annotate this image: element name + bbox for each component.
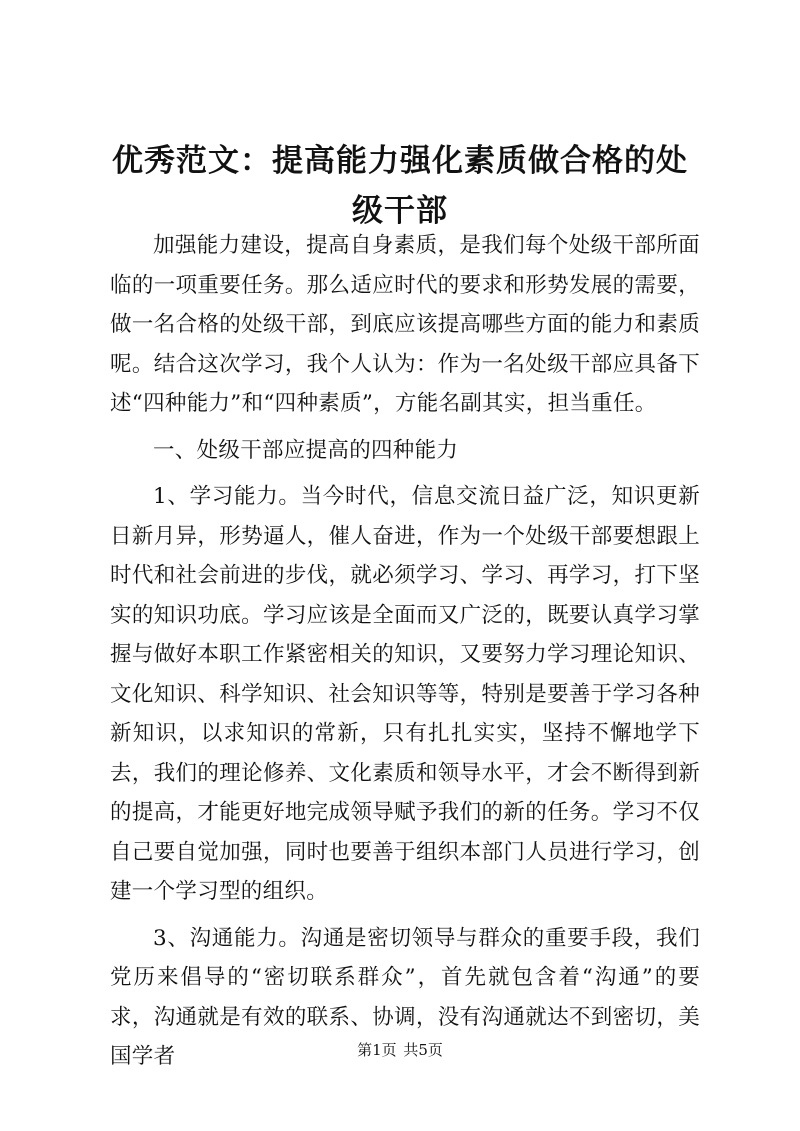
paragraph-communication-ability: 3、沟通能力。沟通是密切领导与群众的重要手段，我们党历来倡导的“密切联系群众”，首先就包含着“沟通”的要求，沟通就是有效的联系、协调，没有沟通就达不到密切，美国学者 bbox=[110, 925, 700, 1069]
paragraph-intro: 加强能力建设，提高自身素质，是我们每个处级干部所面临的一项重要任务。那么适应时代的要求和形势发展的需要，做一名合格的处级干部，到底应该提高哪些方面的能力和素质呢。结合这次学习，我个人认为：作为一名处级干部应具备下述“四种能力”和“四种素质”，方能名副其实，担当重任。 bbox=[110, 233, 700, 416]
paragraph-learning-ability: 1、学习能力。当今时代，信息交流日益广泛，知识更新日新月异，形势逼人，催人奋进，作为一个处级干部要想跟上时代和社会前进的步伐，就必须学习、学习、再学习，打下坚实的知识功底。学习应该是全面而又广泛的，既要认真学习掌握与做好本职工作紧密相关的知识，又要努力学习理论知识、文化知识、科学知识、社会知识等等，特别是要善于学习各种新知识，以求知识的常新，只有扎扎实实，坚持不懈地学下去，我们的理论修养、文化素质和领导水平，才会不断得到新的提高，才能更好地完成领导赋予我们的新的任务。学习不仅自己要自觉加强，同时也要善于组织本部门人员进行学习，创建一个学习型的组织。 bbox=[110, 484, 700, 904]
document-title: 优秀范文：提高能力强化素质做合格的处级干部 bbox=[112, 143, 688, 229]
document-body bbox=[110, 226, 700, 1077]
section-heading: 一、处级干部应提高的四种能力 bbox=[153, 437, 459, 463]
page-footer: 第1页 共5页 bbox=[357, 1041, 443, 1059]
